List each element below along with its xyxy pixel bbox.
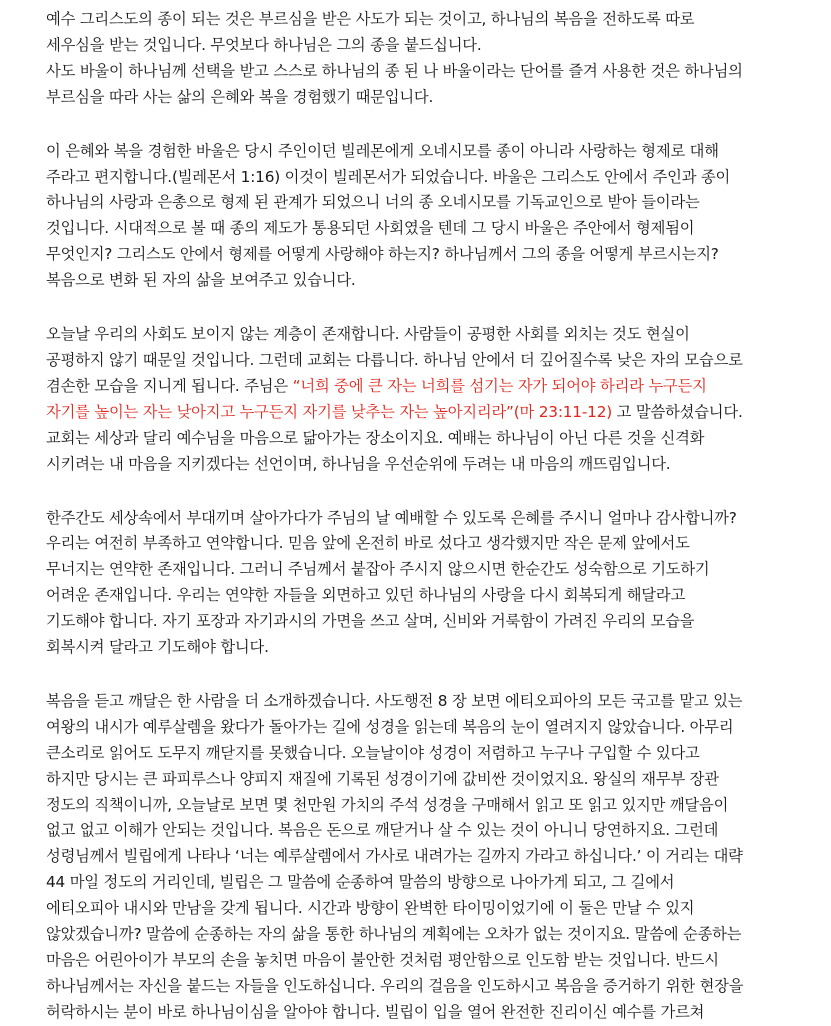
paragraph-4	[46, 506, 801, 661]
text-line: 정도의 직책이니까, 오늘날로 보면 몇 천만원 가치의 주석 성경을 구매해서 읽고 또 읽고 있지만 깨달음이	[46, 795, 729, 814]
text-line: 기도해야 합니다. 자기 포장과 자기과시의 가면을 쓰고 살며, 신비와 거룩함이 가려진 우리의 모습을	[46, 612, 695, 631]
text-line: 부르심을 따라 사는 삶의 은혜와 복을 경험했기 때문입니다.	[46, 87, 434, 106]
text-line: 오늘날 우리의 사회도 보이지 않는 계층이 존재합니다. 사람들이 공평한 사회를 외치는 것도 현실이	[46, 325, 690, 344]
text-line: 우리는 여전히 부족하고 연약합니다. 믿음 앞에 온전히 바로 섰다고 생각했지만 작은 문제 앞에서도	[46, 534, 690, 553]
text-line-with-quote	[46, 400, 801, 426]
text-line: 무너지는 연약한 존재입니다. 그러니 주님께서 붙잡아 주시지 않으시면 한순간도 성숙함으로 기도하기	[46, 560, 710, 579]
text-line: 44 마일 정도의 거리인데, 빌립은 그 말씀에 순종하여 말씀의 방향으로 나아가게 되고, 그 길에서	[46, 873, 675, 892]
scripture-quote-highlight: 자기를 높이는 자는 낮아지고 누구든지 자기를 낮추는 자는 높아지리라”(마 23:11-12)	[46, 402, 612, 421]
text-line: 교회는 세상과 달리 예수님을 마음으로 닮아가는 장소이지요. 예배는 하나님이 아닌 다른 것을 신격화	[46, 428, 705, 447]
paragraph-3	[46, 322, 801, 477]
text-line-with-quote	[46, 374, 801, 400]
text-line: 하나님의 사랑과 은총으로 형제 된 관계가 되었으니 너의 종 오네시모를 기독교인으로 받아 들이라는	[46, 193, 700, 212]
text-line: 무엇인지? 그리스도 안에서 형제를 어떻게 사랑해야 하는지? 하나님께서 그의 종을 어떻게 부르시는지?	[46, 245, 719, 264]
text-line: 회복시켜 달라고 기도해야 합니다.	[46, 638, 269, 657]
text-line: 세우심을 받는 것입니다. 무엇보다 하나님은 그의 종을 붙드십니다.	[46, 35, 482, 54]
text-line: 복음으로 변화 된 자의 삶을 보여주고 있습니다.	[46, 271, 356, 290]
text-line: 사도 바울이 하나님께 선택을 받고 스스로 하나님의 종 된 나 바울이라는 단어를 즐겨 사용한 것은 하나님의	[46, 61, 743, 80]
paragraph-2	[46, 139, 801, 294]
text-line: 시키려는 내 마음을 지키겠다는 선언이며, 하나님을 우선순위에 두려는 내 마음의 깨뜨림입니다.	[46, 454, 671, 473]
text-line: 하지만 당시는 큰 파피루스나 양피지 재질에 기록된 성경이기에 값비싼 것이었지요. 왕실의 재무부 장관	[46, 769, 719, 788]
text-line: 공평하지 않기 때문일 것입니다. 그런데 교회는 다릅니다. 하나님 안에서 더 깊어질수록 낮은 자의 모습으로	[46, 350, 743, 369]
text-line: 예수 그리스도의 종이 되는 것은 부르심을 받은 사도가 되는 것이고, 하나님의 복음을 전하도록 따로	[46, 10, 695, 28]
paragraph-5	[46, 689, 801, 1026]
text-line: 큰소리로 읽어도 도무지 깨닫지를 못했습니다. 오늘날이야 성경이 저렴하고 누구나 구입할 수 있다고	[46, 743, 700, 762]
text-line: 이 은혜와 복을 경험한 바울은 당시 주인이던 빌레몬에게 오네시모를 종이 아니라 사랑하는 형제로 대해	[46, 141, 719, 160]
quote-follow-up: 고 말씀하셨습니다.	[612, 402, 743, 421]
text-line: 것입니다. 시대적으로 볼 때 종의 제도가 통용되던 사회였을 텐데 그 당시 바울은 주안에서 형제됨이	[46, 219, 695, 238]
text-line: 여왕의 내시가 예루살렘을 왔다가 돌아가는 길에 성경을 읽는데 복음의 눈이 열려지지 않았습니다. 아무리	[46, 717, 734, 736]
scripture-quote-highlight: “너희 중에 큰 자는 너희를 섬기는 자가 되어야 하리라 누구든지	[292, 376, 707, 395]
text-line: 하나님께서는 자신을 붙드는 자들을 인도하십니다. 우리의 걸음을 인도하시고 복음을 증거하기 위한 현장을	[46, 976, 744, 995]
text-line: 어려운 존재입니다. 우리는 연약한 자들을 외면하고 있던 하나님의 사랑을 다시 회복되게 해달라고	[46, 586, 686, 605]
quote-lead-in: 겸손한 모습을 지니게 됩니다. 주님은	[46, 376, 293, 395]
text-line: 주라고 편지합니다.(빌레몬서 1:16) 이것이 빌레몬서가 되었습니다. 바울은 그리스도 안에서 주인과 종이	[46, 167, 731, 186]
text-line: 마음은 어린아이가 부모의 손을 놓치면 마음이 불안한 것처럼 평안함으로 인도함 받는 것입니다. 반드시	[46, 951, 719, 969]
text-line: 에티오피아 내시와 만남을 갖게 됩니다. 시간과 방향이 완벽한 타이밍이었기에 이 둘은 만날 수 있지	[46, 899, 695, 918]
text-line: 한주간도 세상속에서 부대끼며 살아가다가 주님의 날 예배할 수 있도록 은혜를 주시니 얼마나 감사합니까?	[46, 508, 737, 527]
text-line: 않았겠습니까? 말씀에 순종하는 자의 삶을 통한 하나님의 계획에는 오차가 없는 것이지요. 말씀에 순종하는	[46, 925, 742, 944]
text-line: 성령님께서 빌립에게 나타나 ‘너는 예루살렘에서 가사로 내려가는 길까지 가라고 하십니다.’ 이 거리는 대략	[46, 847, 743, 866]
paragraph-1	[46, 7, 801, 111]
text-line: 허락하시는 분이 바로 하나님이심을 알아야 합니다. 빌립이 입을 열어 완전한 진리이신 예수를 가르쳐	[46, 1002, 705, 1021]
text-line: 없고 없고 이해가 안되는 것입니다. 복음은 돈으로 깨닫거나 살 수 있는 것이 아니니 당연하지요. 그런데	[46, 821, 719, 840]
text-line: 복음을 듣고 깨달은 한 사람을 더 소개하겠습니다. 사도행전 8 장 보면 에티오피아의 모든 국고를 맡고 있는	[46, 691, 743, 710]
